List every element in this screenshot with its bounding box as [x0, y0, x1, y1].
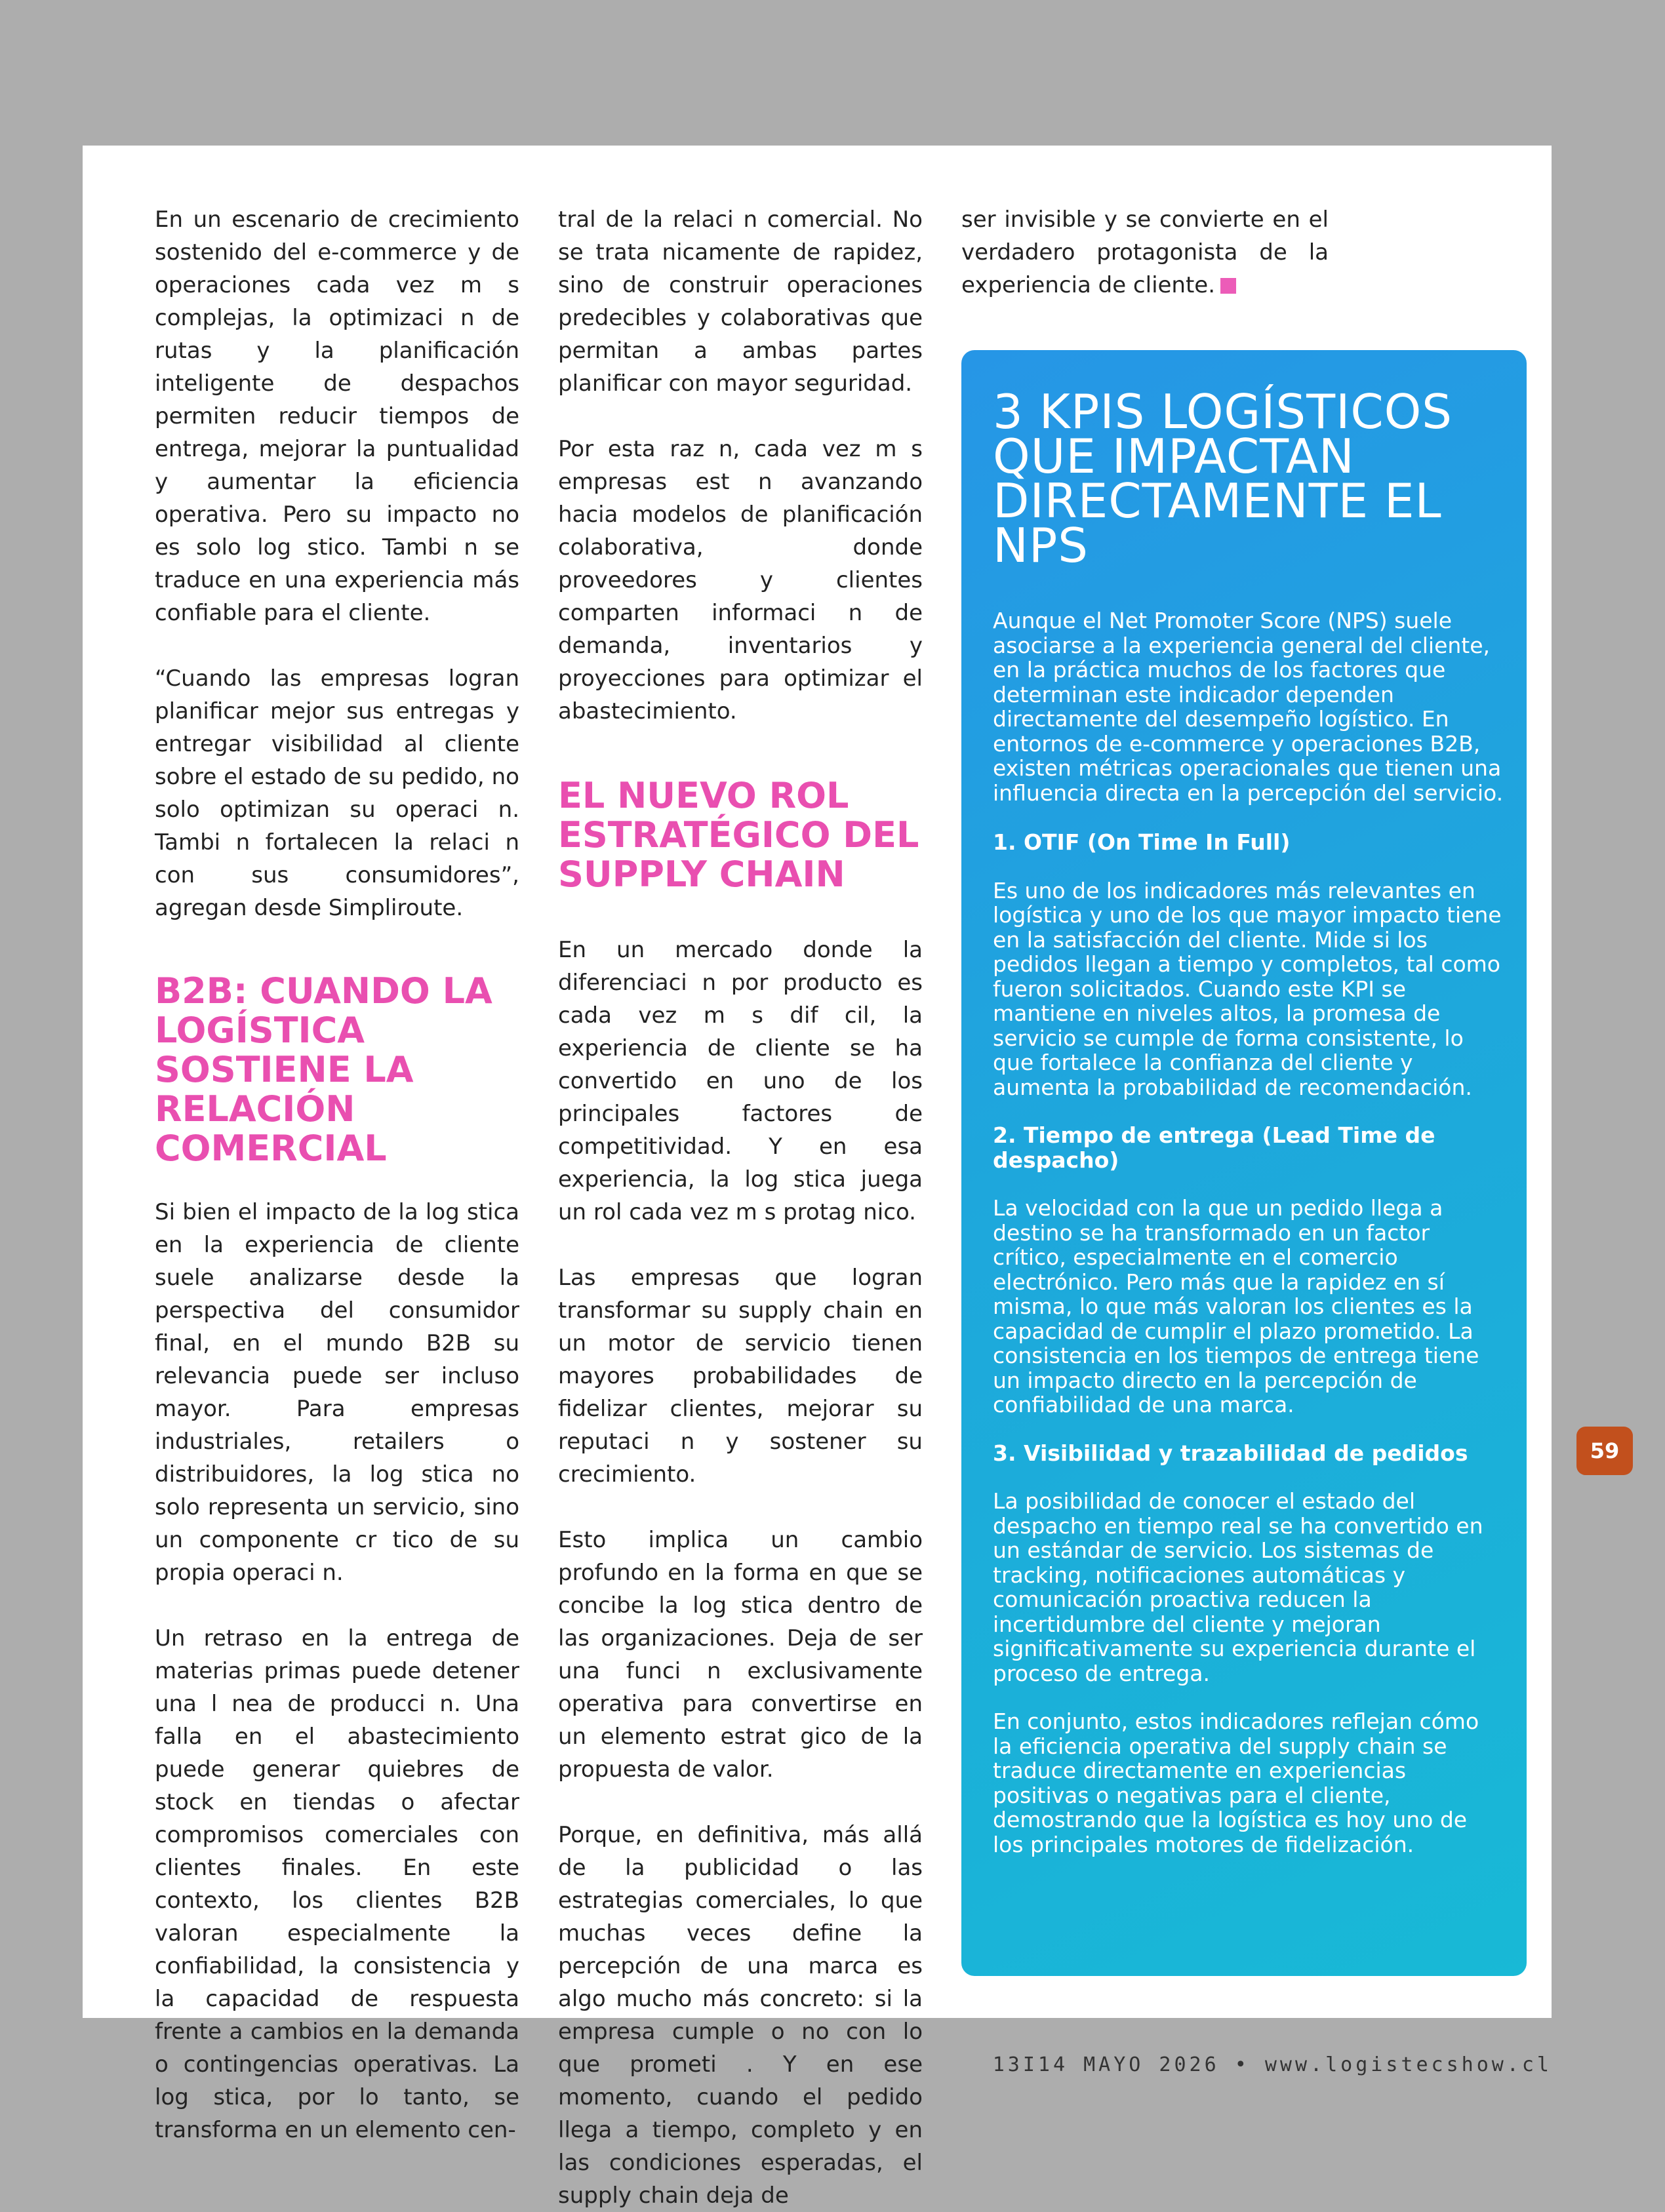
- column-2-paragraph-4: Las empresas que logran transformar su supply chain en un motor de servicio tienen mayores probabilidades de fidelizar clientes, mejorar su reputaci n y sostener su crecimiento.: [558, 1265, 923, 1488]
- kpi-2-text: La velocidad con la que un pedido llega a destino se ha transformado en un factor crítico, especialmente en el comercio electrónico. Pero más que la rapidez en sí misma, lo que más valoran los clientes es la capacidad de cumplir el plazo prometido. La consistencia en los tiempos de entrega tiene un impacto directo en la percepción de confiabilidad de una marca.: [993, 1195, 1479, 1417]
- page-number-badge: 59: [1576, 1427, 1633, 1475]
- column-2: [558, 203, 923, 2212]
- column-3-text: ser invisible y se convierte en el verdadero protagonista de la experiencia de cliente.: [961, 207, 1329, 298]
- kpi-sidebar-content: [993, 384, 1504, 1857]
- kpi-conclusion: En conjunto, estos indicadores reflejan cómo la eficiencia operativa del supply chain se traduce directamente en experiencias positivas o negativas para el cliente, demostrando que la logística es hoy uno de los principales motores de fidelización.: [993, 1708, 1479, 1857]
- column-1-paragraph-3: Si bien el impacto de la log stica en la experiencia de cliente suele analizarse desde la perspectiva del consumidor final, en el mundo B2B su relevancia puede ser incluso mayor. Para empresas industriales, retailers o distribuidores, la log stica no solo representa un servicio, sino un componente cr tico de su propia operaci n.: [155, 1199, 519, 1586]
- column-1: [155, 203, 519, 2146]
- column-2-paragraph-3: En un mercado donde la diferenciaci n por producto es cada vez m s dif cil, la experiencia de cliente se ha convertido en uno de los principales factores de competitividad. Y en esa experiencia, la log stica juega un rol cada vez m s protag nico.: [558, 937, 923, 1225]
- kpi-box-title: 3 KPIS LOGÍSTICOS QUE IMPACTAN DIRECTAMENTE EL NPS: [993, 384, 1453, 573]
- footer-event-info: 13I14 MAYO 2026 • www.logistecshow.cl: [992, 2053, 1552, 2076]
- kpi-3-text: La posibilidad de conocer el estado del despacho en tiempo real se ha convertido en un estándar de servicio. Los sistemas de tracking, notificaciones automáticas y comunicación proactiva reducen la incertidumbre del cliente y mejoran significativamente su experiencia durante el proceso de entrega.: [993, 1488, 1483, 1686]
- section-heading-supply-chain: EL NUEVO ROL ESTRATÉGICO DEL SUPPLY CHAIN: [558, 775, 919, 895]
- section-heading-b2b: B2B: CUANDO LA LOGÍSTICA SOSTIENE LA RELACIÓN COMERCIAL: [155, 970, 492, 1169]
- column-1-paragraph-2: “Cuando las empresas logran planificar mejor sus entregas y entregar visibilidad al cliente sobre el estado de su pedido, no solo optimizan su operaci n. Tambi n fortalecen la relaci n con sus consumidores”, agregan desde Simpliroute.: [155, 665, 519, 921]
- kpi-sidebar-box: [961, 350, 1527, 1976]
- column-3-paragraph-1: [961, 203, 1329, 302]
- column-2-paragraph-2: Por esta raz n, cada vez m s empresas est n avanzando hacia modelos de planificación colaborativa, donde proveedores y clientes comparten informaci n de demanda, inventarios y proyecciones para optimizar el abastecimiento.: [558, 436, 923, 724]
- column-3: [961, 203, 1329, 302]
- column-2-paragraph-1: tral de la relaci n comercial. No se trata nicamente de rapidez, sino de construir operaciones predecibles y colaborativas que permitan a ambas partes planificar con mayor seguridad.: [558, 207, 923, 397]
- column-1-paragraph-4: Un retraso en la entrega de materias primas puede detener una l nea de producci n. Una falla en el abastecimiento puede generar quiebres de stock en tiendas o afectar compromisos comerciales con clientes finales. En este contexto, los clientes B2B valoran especialmente la confiabilidad, la consistencia y la capacidad de respuesta frente a cambios en la demanda o contingencias operativas. La log stica, por lo tanto, se transforma en un elemento cen-: [155, 1625, 519, 2143]
- column-2-paragraph-5: Esto implica un cambio profundo en la forma en que se concibe la log stica dentro de las organizaciones. Deja de ser una funci n exclusivamente operativa para convertirse en un elemento estrat gico de la propuesta de valor.: [558, 1527, 923, 1783]
- kpi-3-title: 3. Visibilidad y trazabilidad de pedidos: [993, 1440, 1468, 1466]
- kpi-2-title: 2. Tiempo de entrega (Lead Time de despacho): [993, 1122, 1435, 1173]
- kpi-1-title: 1. OTIF (On Time In Full): [993, 829, 1291, 855]
- kpi-intro: Aunque el Net Promoter Score (NPS) suele asociarse a la experiencia general del cliente, en la práctica muchos de los factores que determinan este indicador dependen directamente del desempeño logístico. En entornos de e-commerce y operaciones B2B, existen métricas operacionales que tienen una influencia directa en la percepción del servicio.: [993, 608, 1504, 806]
- column-2-paragraph-6: Porque, en definitiva, más allá de la publicidad o las estrategias comerciales, lo que muchas veces define la percepción de una marca es algo mucho más concreto: si la empresa cumple o no con lo que prometi . Y en ese momento, cuando el pedido llega a tiempo, completo y en las condiciones esperadas, el supply chain deja de: [558, 1822, 923, 2209]
- kpi-1-text: Es uno de los indicadores más relevantes en logística y uno de los que mayor impacto tiene en la satisfacción del cliente. Mide si los pedidos llegan a tiempo y completos, tal como fueron solicitados. Cuando este KPI se mantiene en niveles altos, la promesa de servicio se cumple de forma consistente, lo que fortalece la confianza del cliente y aumenta la probabilidad de recomendación.: [993, 877, 1502, 1100]
- column-1-paragraph-1: En un escenario de crecimiento sostenido del e-commerce y de operaciones cada vez m s complejas, la optimizaci n de rutas y la planificación inteligente de despachos permiten reducir tiempos de entrega, mejorar la puntualidad y aumentar la eficiencia operativa. Pero su impacto no es solo log stico. Tambi n se traduce en una experiencia más confiable para el cliente.: [155, 207, 519, 626]
- article-end-mark: [1220, 278, 1236, 294]
